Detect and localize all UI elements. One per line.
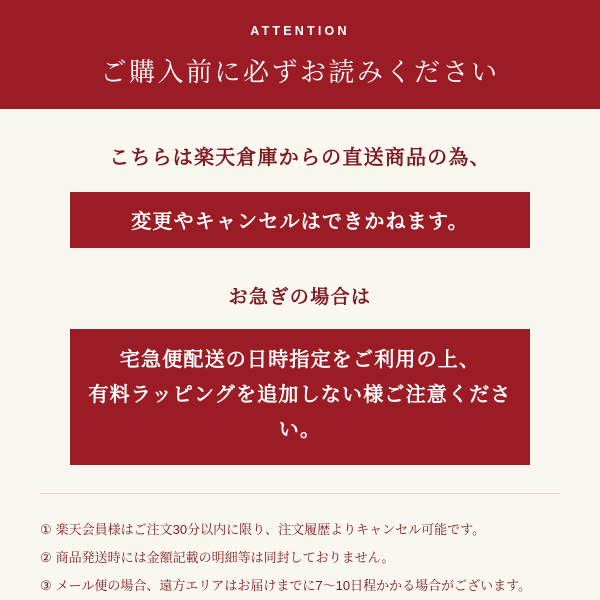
lead-text: こちらは楽天倉庫からの直送商品の為、: [109, 147, 491, 170]
subheading-urgent: お急ぎの場合は: [228, 287, 372, 309]
note-marker: ①: [40, 522, 52, 538]
instruction-line-1: 宅急便配送の日時指定をご利用の上、: [119, 349, 481, 372]
header-kicker: ATTENTION: [250, 24, 350, 39]
list-item: [40, 516, 560, 544]
instruction-line-2: 有料ラッピングを追加しない様ご注意ください。: [88, 384, 512, 442]
note-text: 楽天会員様はご注文30分以内に限り、注文履歴よりキャンセル可能です。: [55, 522, 486, 538]
note-text: 商品発送時には金額記載の明細等は同封しておりません。: [55, 550, 395, 566]
note-text: メール便の場合、遠方エリアはお届けまでに7～10日程かかる場合がございます。: [55, 578, 532, 594]
note-marker: ③: [40, 578, 52, 594]
notes-list: [40, 494, 560, 600]
page-title: ご購入前に必ずお読みください: [100, 57, 500, 88]
page-header: [0, 0, 600, 109]
note-marker: ②: [40, 550, 52, 566]
list-item: [40, 572, 560, 600]
highlight-band-instructions: [70, 329, 530, 465]
highlight-band-cancel: 変更やキャンセルはできかねます。: [70, 192, 530, 248]
notice-body: [0, 109, 600, 600]
list-item: [40, 544, 560, 572]
